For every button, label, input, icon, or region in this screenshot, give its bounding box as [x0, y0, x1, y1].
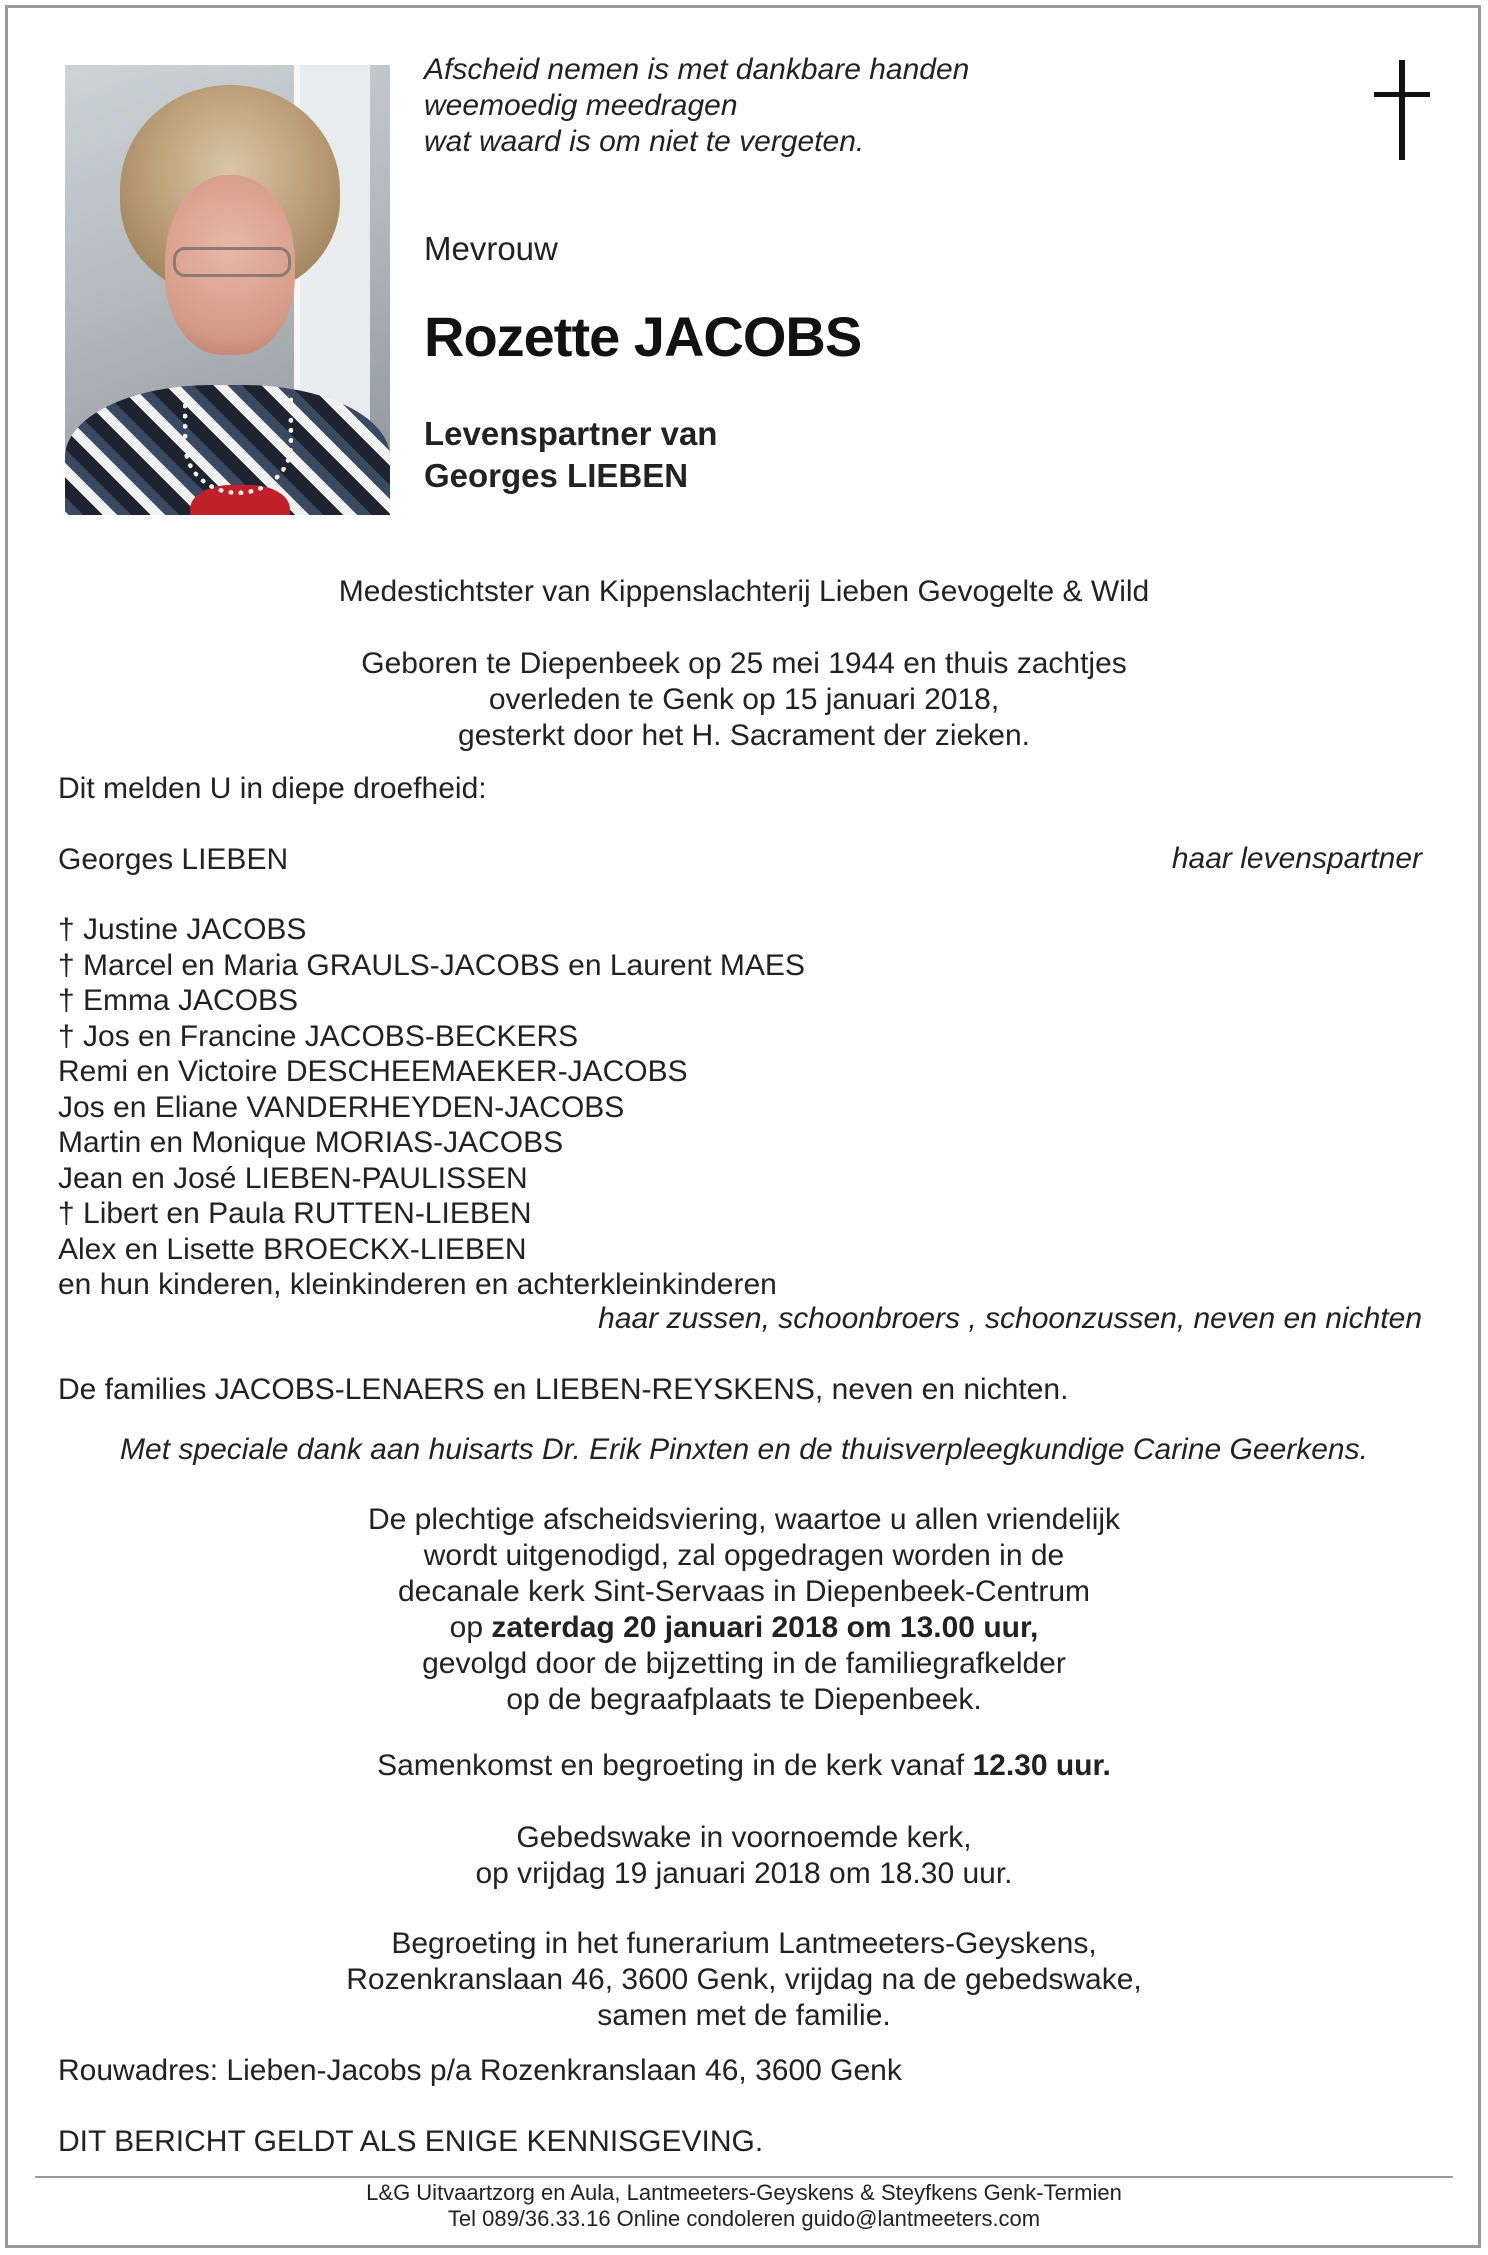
greeting-line: Begroeting in het funerarium Lantmeeters-Geyskens,	[391, 1927, 1097, 1960]
family-member: Jean en José LIEBEN-PAULISSEN	[58, 1161, 528, 1195]
greeting-block	[0, 1926, 1488, 2034]
birth-line: overleden te Genk op 15 januari 2018,	[488, 683, 1000, 716]
founder-line: Medestichtster van Kippenslachterij Lieben Gevogelte & Wild	[338, 575, 1150, 608]
family-list	[58, 912, 805, 1303]
greeting-line: samen met de familie.	[597, 1999, 891, 2032]
mourning-address: Rouwadres: Lieben-Jacobs p/a Rozenkranslaan 46, 3600 Genk	[58, 2054, 902, 2087]
family-role: haar zussen, schoonbroers , schoonzussen, neven en nichten	[598, 1302, 1422, 1335]
family-member: Martin en Monique MORIAS-JACOBS	[58, 1126, 564, 1159]
family-member: Remi en Victoire DESCHEEMAEKER-JACOBS	[58, 1055, 688, 1088]
birth-block	[0, 646, 1488, 754]
meeting-text: Samenkomst en begroeting in de kerk vanaf	[377, 1749, 973, 1782]
partner-block	[424, 413, 717, 497]
ceremony-line: decanale kerk Sint-Servaas in Diepenbeek-Centrum	[397, 1575, 1091, 1608]
family-member: Alex en Lisette BROECKX-LIEBEN	[58, 1232, 527, 1266]
poem	[424, 52, 969, 160]
partner-name: Georges LIEBEN	[424, 457, 689, 494]
family-member: † Marcel en Maria GRAULS-JACOBS en Laurent MAES	[58, 948, 805, 982]
cross-icon	[1372, 60, 1432, 160]
ceremony-date	[0, 1610, 1488, 1646]
meeting-line	[0, 1748, 1488, 1784]
ceremony-line: wordt uitgenodigd, zal opgedragen worden in de	[423, 1539, 1065, 1572]
footer-line: L&G Uitvaartzorg en Aula, Lantmeeters-Geyskens & Steyfkens Genk-Termien	[366, 2180, 1122, 2205]
official-notice: DIT BERICHT GELDT ALS ENIGE KENNISGEVING.	[58, 2125, 764, 2158]
announcement: Dit melden U in diepe droefheid:	[58, 772, 487, 805]
birth-line: Geboren te Diepenbeek op 25 mei 1944 en thuis zachtjes	[361, 647, 1127, 680]
vigil-line: Gebedswake in voornoemde kerk,	[516, 1821, 972, 1854]
poem-line: wat waard is om niet te vergeten.	[424, 125, 865, 158]
thanks-line: Met speciale dank aan huisarts Dr. Erik Pinxten en de thuisverpleegkundige Carine Geerkens.	[120, 1433, 1368, 1466]
family-member: † Libert en Paula RUTTEN-LIEBEN	[58, 1197, 532, 1230]
vigil-line: op vrijdag 19 januari 2018 om 18.30 uur.	[475, 1857, 1013, 1890]
ceremony-block	[0, 1502, 1488, 1718]
footer-line: Tel 089/36.33.16 Online condoleren guido@lantmeeters.com	[447, 2206, 1041, 2231]
portrait-photo	[65, 65, 390, 515]
ceremony-line: De plechtige afscheidsviering, waartoe u allen vriendelijk	[367, 1503, 1121, 1536]
family-member: en hun kinderen, kleinkinderen en achterkleinkinderen	[58, 1268, 777, 1301]
deceased-name: Rozette JACOBS	[424, 305, 862, 368]
ceremony-line: gevolgd door de bijzetting in de familiegrafkelder	[422, 1647, 1066, 1680]
partner-label: Levenspartner van	[424, 415, 718, 452]
greeting-line: Rozenkranslaan 46, 3600 Genk, vrijdag na de gebedswake,	[346, 1963, 1142, 1996]
vigil-block	[0, 1820, 1488, 1892]
family-member: † Emma JACOBS	[58, 984, 299, 1017]
spouse-name: Georges LIEBEN	[58, 843, 289, 876]
poem-line: Afscheid nemen is met dankbare handen	[424, 53, 970, 86]
ceremony-date-prefix: op	[449, 1611, 492, 1644]
spouse-role: haar levenspartner	[1171, 842, 1422, 875]
family-member: Jos en Eliane VANDERHEYDEN-JACOBS	[58, 1090, 625, 1124]
footer-divider	[35, 2176, 1453, 2178]
honorific: Mevrouw	[424, 230, 558, 267]
ceremony-date-bold: zaterdag 20 januari 2018 om 13.00 uur,	[491, 1611, 1039, 1644]
birth-line: gesterkt door het H. Sacrament der zieken.	[458, 719, 1030, 752]
footer	[0, 2180, 1488, 2232]
ceremony-line: op de begraafplaats te Diepenbeek.	[506, 1683, 982, 1716]
extended-families: De families JACOBS-LENAERS en LIEBEN-REYSKENS, neven en nichten.	[58, 1373, 1069, 1406]
family-member: † Justine JACOBS	[58, 913, 307, 946]
poem-line: weemoedig meedragen	[424, 89, 738, 122]
meeting-time: 12.30 uur.	[972, 1749, 1111, 1782]
family-member: † Jos en Francine JACOBS-BECKERS	[58, 1019, 579, 1053]
